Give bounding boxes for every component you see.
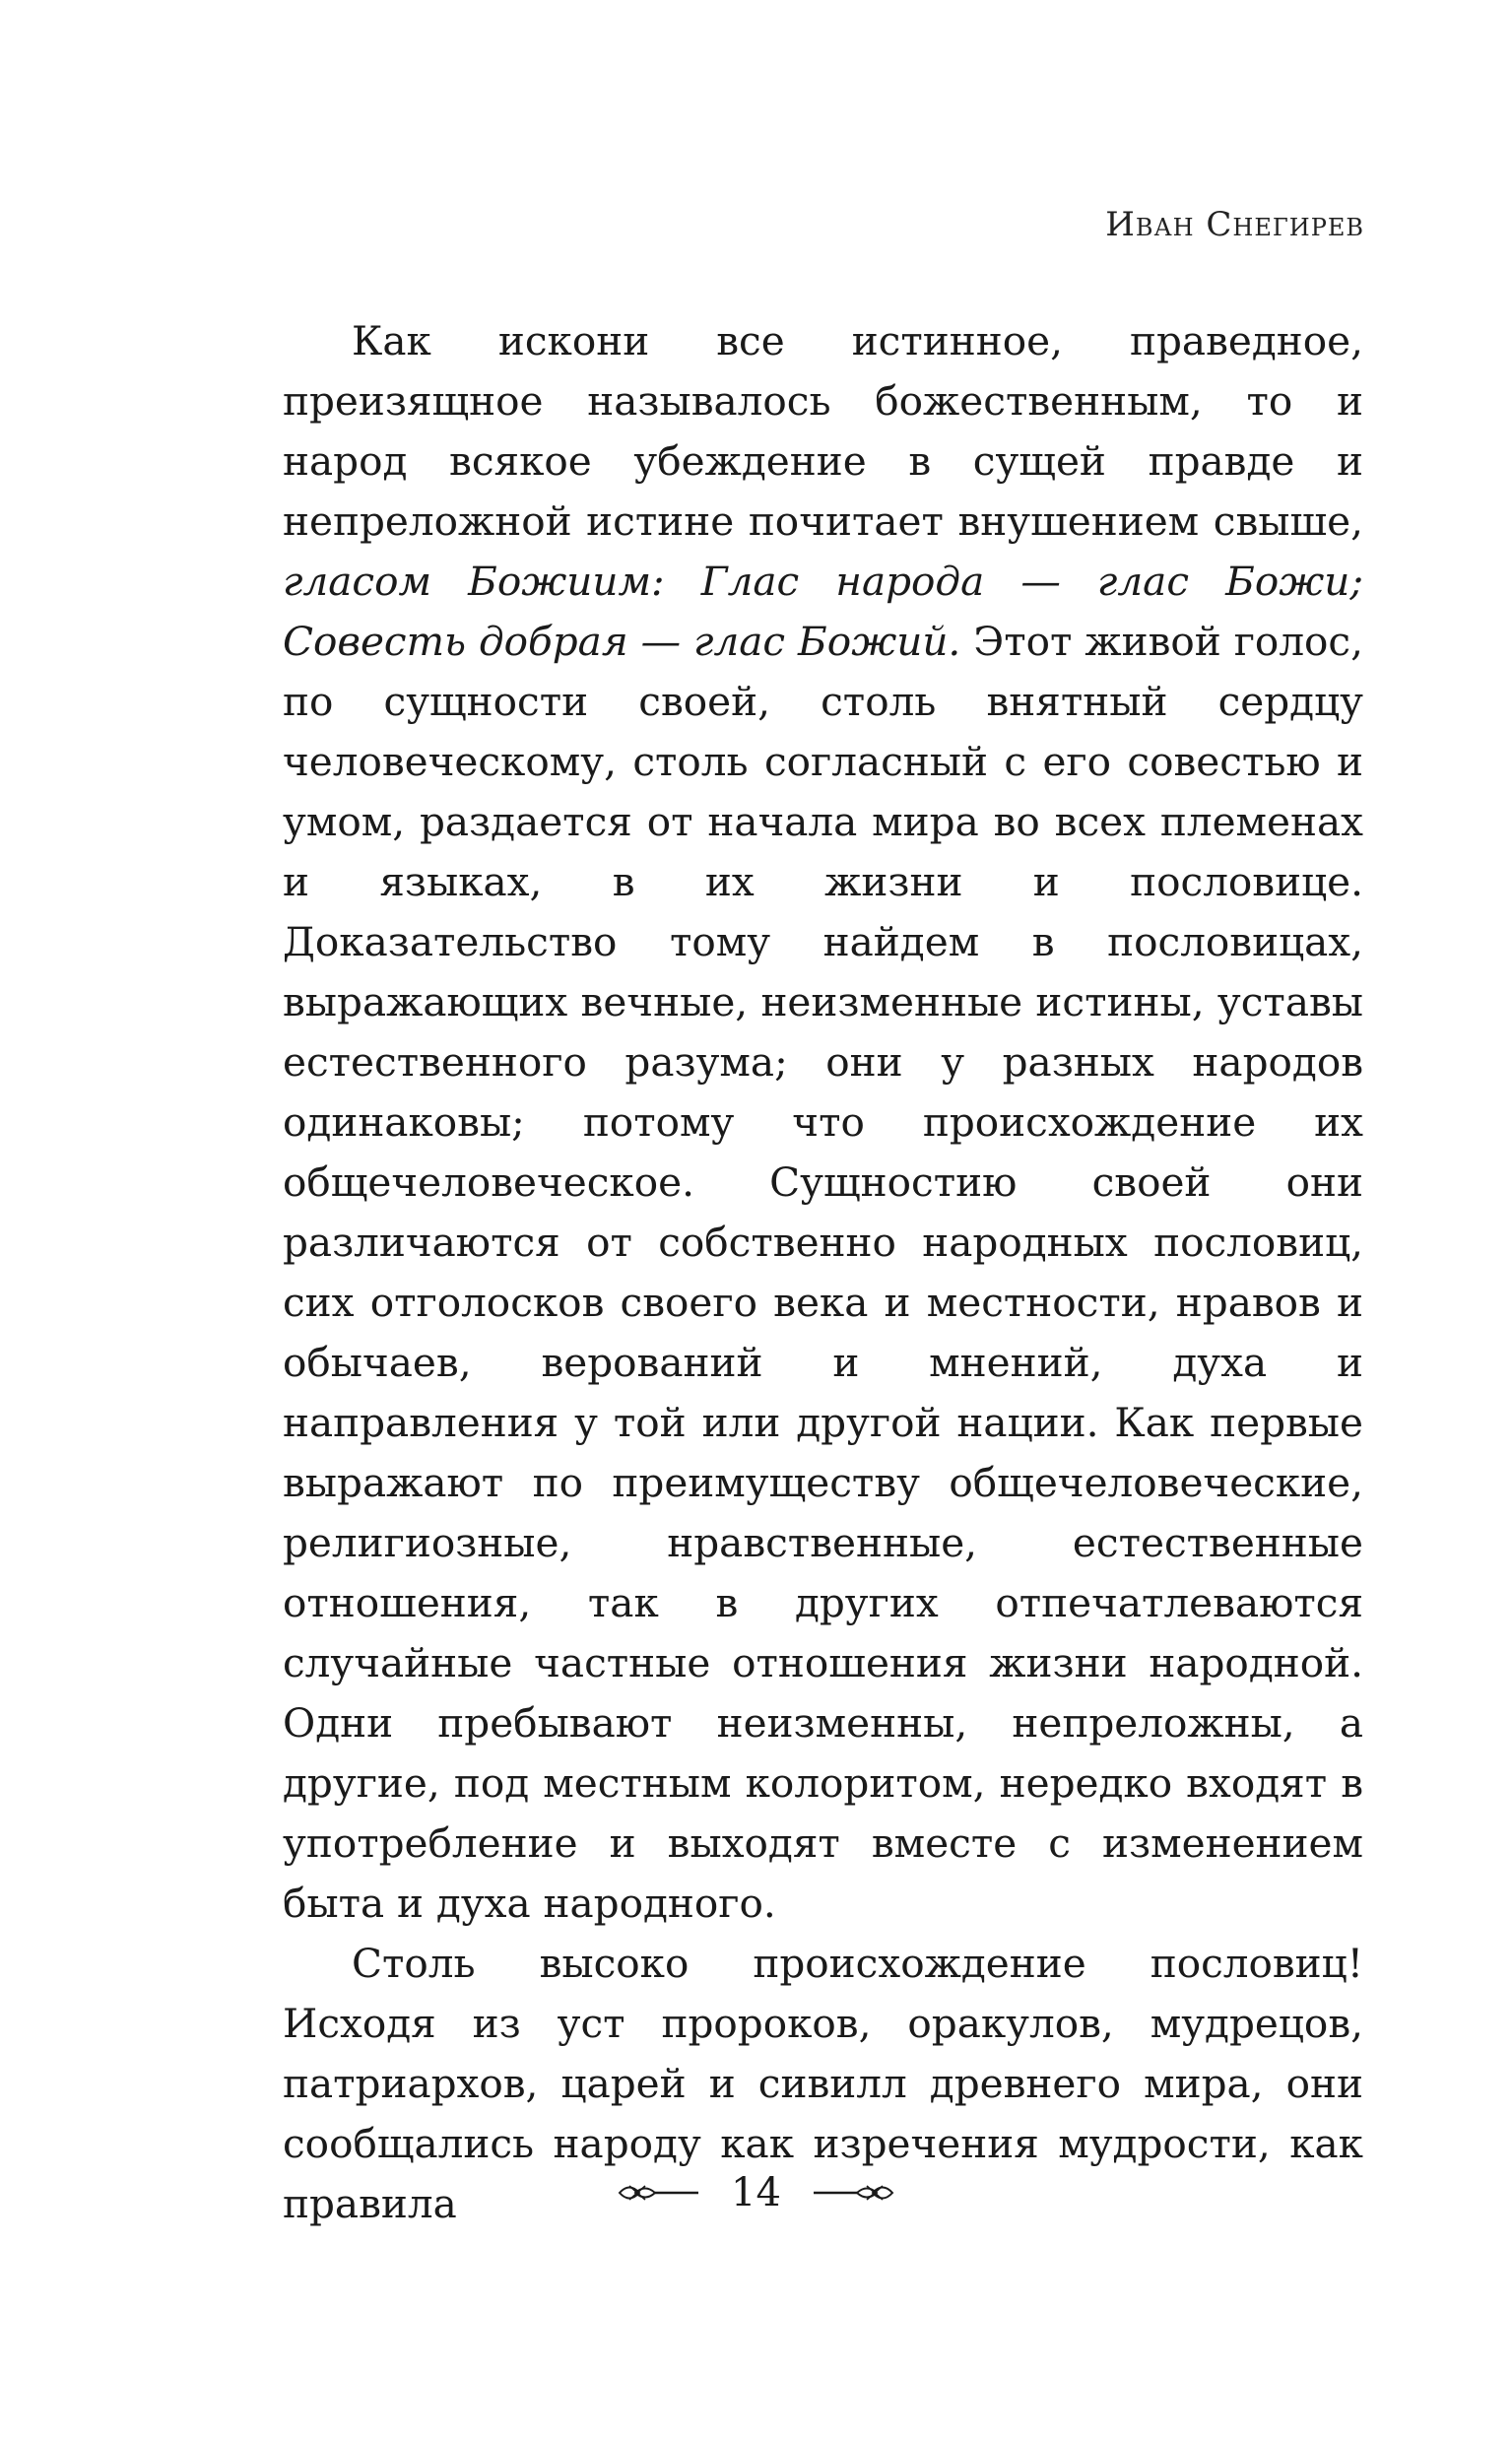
page-number: 14 — [731, 2170, 781, 2215]
paragraph-1-segment-3: Этот живой голос, по сущности своей, столь внятный сердцу человеческому, столь согласный с его совестью и умом, раздается от начала мира во всех племенах и языках, в их жизни и пословице. Доказательство тому найдем в пословицах, выражающих вечные, неизменные истины, уставы естественного разума; они у разных народов одинаковы; потому что происхождение их общечеловеческое. Сущностию своей они различаются от собственно народных пословиц, сих отголосков своего века и местности, нравов и обычаев, верований и мнений, духа и направления у той или другой нации. Как первые выражают по преимуществу общечеловеческие, религиозные, нравственные, естественные отношения, так в других отпечатлеваются случайные частные отношения жизни народной. Одни пребывают неизменны, непреложны, а другие, под местным колоритом, нередко входят в употребление и выходят вместе с изменением быта и духа народного. — [283, 618, 1363, 1927]
paragraph-1 — [283, 311, 1363, 1934]
page-footer — [0, 2167, 1512, 2215]
body-text — [283, 311, 1363, 2234]
left-ornament-icon — [616, 2178, 700, 2208]
paragraph-2-segment-1: Столь высоко происхождение пословиц! Исходя из уст пророков, оракулов, мудрецов, патриархов, царей и сивилл древнего мира, они сообщались народу как изречения мудрости, как правила — [283, 1940, 1363, 2227]
paragraph-1-italic-quote: гласом Божиим: Глас народа — глас Божи; Совесть добрая — глас Божий. — [283, 558, 1363, 665]
paragraph-1-segment-1: Как искони все истинное, праведное, преизящное называлось божественным, то и народ всякое убеждение в сущей правде и непреложной истине почитает внушением свыше, — [283, 317, 1363, 545]
running-head-author: Иван Снегирев — [1105, 205, 1364, 244]
right-ornament-icon — [812, 2178, 896, 2208]
